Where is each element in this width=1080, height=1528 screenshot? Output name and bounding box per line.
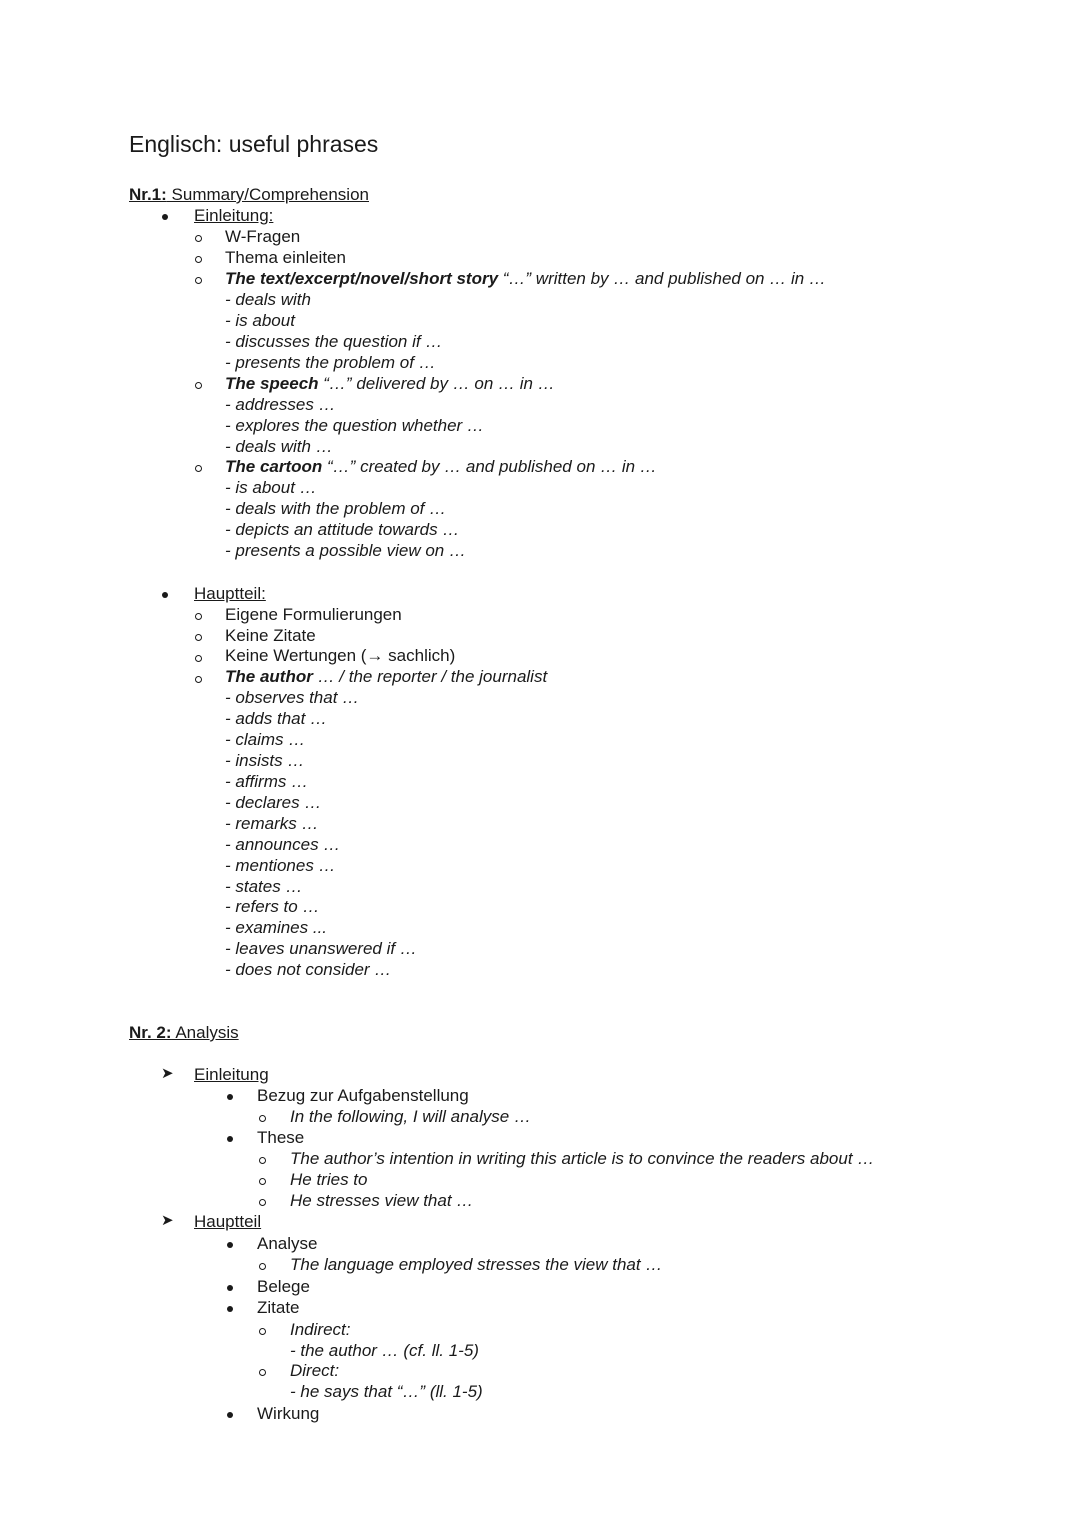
list-item: Keine Zitate — [225, 626, 316, 645]
cartoon-phrase — [225, 457, 657, 477]
list-item: - discusses the question if … — [225, 332, 443, 351]
list-item: Eigene Formulierungen — [225, 605, 402, 624]
list-item: - insists … — [225, 751, 305, 770]
list-item: - mentiones … — [225, 856, 336, 875]
einleitung2-label: Einleitung — [194, 1065, 269, 1084]
list-item: - does not consider … — [225, 960, 392, 979]
bullet-circle — [259, 1178, 266, 1185]
list-item: - declares … — [225, 793, 322, 812]
hauptteil-label: Hauptteil: — [194, 584, 266, 603]
bullet-dot — [227, 1242, 233, 1248]
list-item: - depicts an attitude towards … — [225, 520, 460, 539]
list-item: - the author … (cf. ll. 1-5) — [290, 1341, 479, 1360]
list-item: - leaves unanswered if … — [225, 939, 417, 958]
list-item: Indirect: — [290, 1320, 351, 1339]
section1-heading — [129, 185, 369, 205]
author-phrase — [225, 667, 547, 687]
list-item: The language employed stresses the view that … — [290, 1255, 663, 1274]
list-item: - presents a possible view on … — [225, 541, 466, 560]
bullet-circle — [259, 1115, 266, 1122]
list-item: - deals with — [225, 290, 311, 309]
bullet-dot — [227, 1306, 233, 1312]
bullet-dot — [162, 214, 168, 220]
list-item: In the following, I will analyse … — [290, 1107, 531, 1126]
text-phrase-bold: The text/excerpt/novel/short story — [225, 269, 499, 288]
list-item: Wirkung — [257, 1404, 320, 1423]
list-item: Bezug zur Aufgabenstellung — [257, 1086, 469, 1105]
speech-phrase — [225, 374, 555, 394]
einleitung-label: Einleitung: — [194, 206, 274, 225]
bullet-dot — [227, 1136, 233, 1142]
list-item: - affirms … — [225, 772, 309, 791]
list-item: - observes that … — [225, 688, 360, 707]
arrow-bullet-icon: ➤ — [161, 1212, 174, 1229]
list-item: He tries to — [290, 1170, 368, 1189]
section2-heading — [129, 1023, 239, 1043]
bullet-dot — [227, 1412, 233, 1418]
bullet-circle — [195, 465, 202, 472]
list-item: Thema einleiten — [225, 248, 346, 267]
bullet-circle — [259, 1328, 266, 1335]
speech-phrase-rest: “…” delivered by … on … in … — [318, 374, 555, 393]
page-title: Englisch: useful phrases — [129, 131, 379, 157]
list-item: - examines ... — [225, 918, 328, 937]
bullet-circle — [195, 676, 202, 683]
bullet-circle — [259, 1263, 266, 1270]
list-item: - adds that … — [225, 709, 328, 728]
section1-heading-text: Summary/Comprehension — [166, 185, 369, 204]
section2-heading-num: Nr. 2: — [129, 1023, 172, 1042]
cartoon-phrase-rest: “…” created by … and published on … in … — [322, 457, 657, 476]
list-item: These — [257, 1128, 305, 1147]
list-item: - deals with the problem of … — [225, 499, 447, 518]
list-item: The author’s intention in writing this article is to convince the readers about … — [290, 1149, 875, 1168]
section2-heading-text: Analysis — [171, 1023, 239, 1042]
bullet-dot — [162, 592, 168, 598]
list-item: - refers to … — [225, 897, 320, 916]
bullet-circle — [259, 1369, 266, 1376]
bullet-circle — [259, 1199, 266, 1206]
list-item: Keine Wertungen (→ sachlich) — [225, 646, 456, 665]
list-item: Direct: — [290, 1361, 340, 1380]
list-item: - announces … — [225, 835, 341, 854]
bullet-circle — [195, 256, 202, 263]
list-item: - explores the question whether … — [225, 416, 484, 435]
list-item: Analyse — [257, 1234, 318, 1253]
bullet-circle — [195, 634, 202, 641]
section1-heading-num: Nr.1: — [129, 185, 167, 204]
list-item: - he says that “…” (ll. 1-5) — [290, 1382, 483, 1401]
arrow-bullet-icon: ➤ — [161, 1065, 174, 1082]
list-item: - is about … — [225, 478, 317, 497]
list-item: - addresses … — [225, 395, 336, 414]
text-phrase — [225, 269, 826, 289]
list-item: - deals with … — [225, 437, 333, 456]
bullet-circle — [195, 382, 202, 389]
list-item: Belege — [257, 1277, 310, 1296]
hauptteil2-label: Hauptteil — [194, 1212, 262, 1231]
list-item: Zitate — [257, 1298, 300, 1317]
list-item: He stresses view that … — [290, 1191, 474, 1210]
bullet-dot — [227, 1285, 233, 1291]
cartoon-phrase-bold: The cartoon — [225, 457, 323, 476]
speech-phrase-bold: The speech — [225, 374, 319, 393]
bullet-circle — [195, 613, 202, 620]
bullet-circle — [195, 235, 202, 242]
list-item: - remarks … — [225, 814, 319, 833]
bullet-dot — [227, 1094, 233, 1100]
author-phrase-rest: … / the reporter / the journalist — [312, 667, 548, 686]
list-item: W-Fragen — [225, 227, 301, 246]
list-item: - presents the problem of … — [225, 353, 436, 372]
list-item: - claims … — [225, 730, 306, 749]
text-phrase-rest: “…” written by … and published on … in … — [498, 269, 826, 288]
author-phrase-bold: The author — [225, 667, 313, 686]
list-item: - states … — [225, 877, 303, 896]
list-item: - is about — [225, 311, 295, 330]
bullet-circle — [195, 655, 202, 662]
bullet-circle — [195, 277, 202, 284]
bullet-circle — [259, 1157, 266, 1164]
